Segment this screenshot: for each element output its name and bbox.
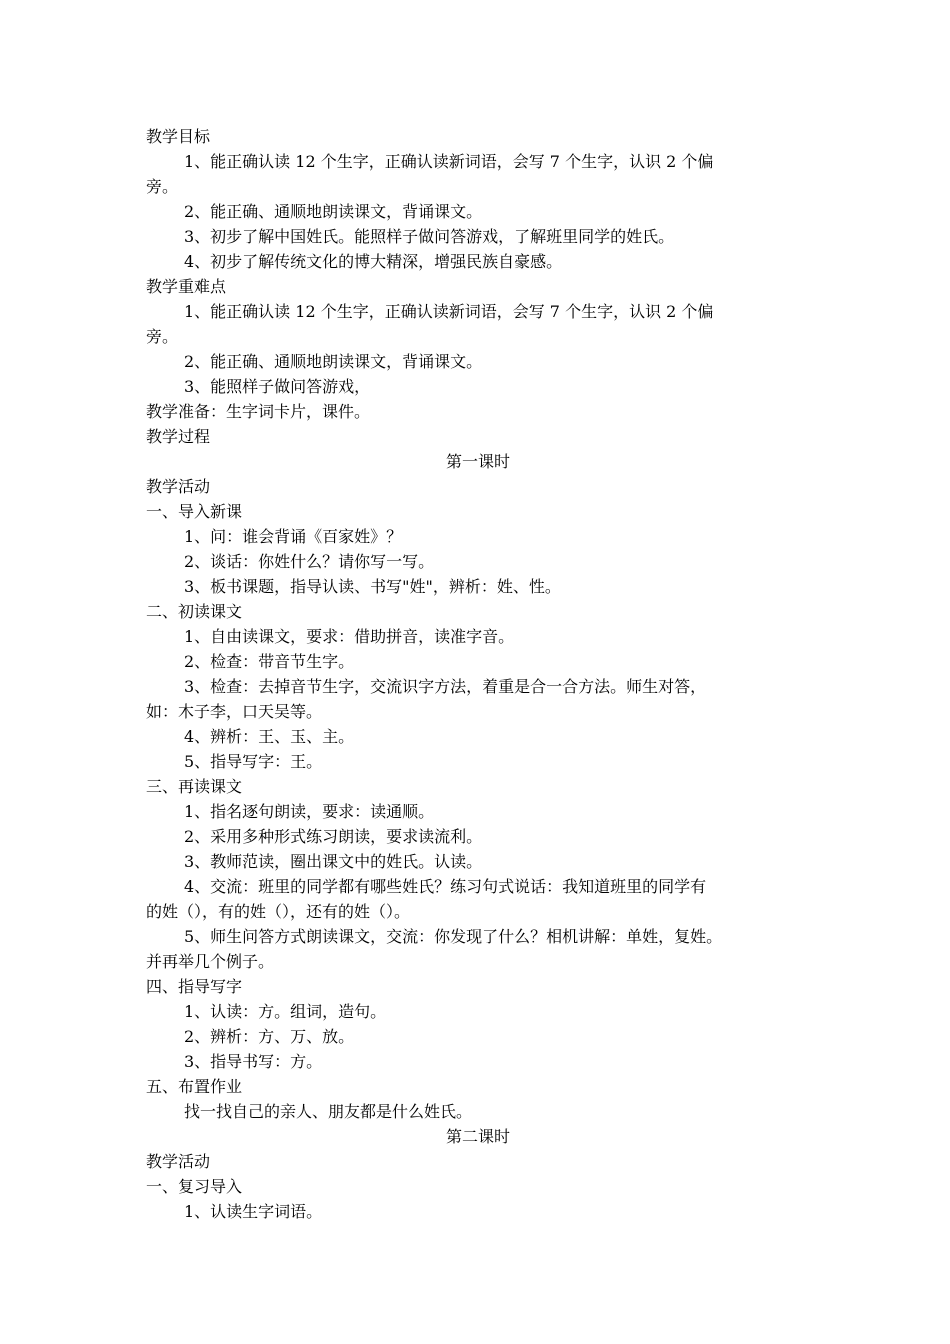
paragraph-line: 2、采用多种形式练习朗读，要求读流利。: [184, 827, 483, 846]
section-heading: 教学目标: [146, 127, 211, 146]
paragraph-line: 1、能正确认读 12 个生字，正确认读新词语，会写 7 个生字，认识 2 个偏: [184, 302, 714, 321]
paragraph-line: 1、能正确认读 12 个生字，正确认读新词语，会写 7 个生字，认识 2 个偏: [184, 152, 714, 171]
paragraph-line: 3、检查：去掉音节生字，交流识字方法，着重是合一合方法。师生对答，: [184, 677, 707, 696]
text-line: 如：木子李，口天吴等。: [146, 702, 323, 721]
paragraph-line: 1、认读：方。组词，造句。: [184, 1002, 387, 1021]
paragraph-line: 4、辨析：王、玉、主。: [184, 727, 355, 746]
section-heading: 教学重难点: [146, 277, 227, 296]
section-heading: 二、初读课文: [146, 602, 243, 621]
paragraph-line: 2、检查：带音节生字。: [184, 652, 355, 671]
section-heading: 五、布置作业: [146, 1077, 243, 1096]
paragraph-line: 1、指名逐句朗读，要求：读通顺。: [184, 802, 435, 821]
section-heading: 三、再读课文: [146, 777, 243, 796]
section-heading: 一、复习导入: [146, 1177, 243, 1196]
document-body: [146, 124, 826, 1224]
paragraph-line: 1、问：谁会背诵《百家姓》？: [184, 527, 403, 546]
paragraph-line: 5、指导写字：王。: [184, 752, 323, 771]
section-heading: 教学活动: [146, 1152, 211, 1171]
text-line: 并再举几个例子。: [146, 952, 275, 971]
text-line: 旁。: [146, 177, 179, 196]
paragraph-line: 3、指导书写：方。: [184, 1052, 323, 1071]
lesson-title: 第二课时: [445, 1127, 510, 1146]
paragraph-line: 找一找自己的亲人、朋友都是什么姓氏。: [184, 1102, 473, 1121]
paragraph-line: 2、辨析：方、万、放。: [184, 1027, 355, 1046]
paragraph-line: 5、师生问答方式朗读课文，交流：你发现了什么？相机讲解：单姓，复姓。: [184, 927, 723, 946]
text-line: 旁。: [146, 327, 179, 346]
text-line: 的姓（），有的姓（），还有的姓（）。: [146, 902, 411, 921]
lesson-title: 第一课时: [445, 452, 510, 471]
section-heading: 教学过程: [146, 427, 211, 446]
section-heading: 教学活动: [146, 477, 211, 496]
section-heading: 四、指导写字: [146, 977, 243, 996]
paragraph-line: 3、板书课题，指导认读、书写"姓"，辨析：姓、性。: [184, 577, 561, 596]
section-heading: 一、导入新课: [146, 502, 243, 521]
paragraph-line: 1、自由读课文，要求：借助拼音，读准字音。: [184, 627, 515, 646]
paragraph-line: 2、能正确、通顺地朗读课文，背诵课文。: [184, 202, 483, 221]
paragraph-line: 2、能正确、通顺地朗读课文，背诵课文。: [184, 352, 483, 371]
paragraph-line: 4、交流：班里的同学都有哪些姓氏？练习句式说话：我知道班里的同学有: [184, 877, 707, 896]
paragraph-line: 2、谈话：你姓什么？请你写一写。: [184, 552, 435, 571]
paragraph-line: 3、能照样子做问答游戏，: [184, 377, 371, 396]
section-heading: 教学准备：生字词卡片，课件。: [146, 402, 371, 421]
paragraph-line: 3、初步了解中国姓氏。能照样子做问答游戏，了解班里同学的姓氏。: [184, 227, 675, 246]
paragraph-line: 4、初步了解传统文化的博大精深，增强民族自豪感。: [184, 252, 563, 271]
paragraph-line: 3、教师范读，圈出课文中的姓氏。认读。: [184, 852, 483, 871]
paragraph-line: 1、认读生字词语。: [184, 1202, 323, 1221]
